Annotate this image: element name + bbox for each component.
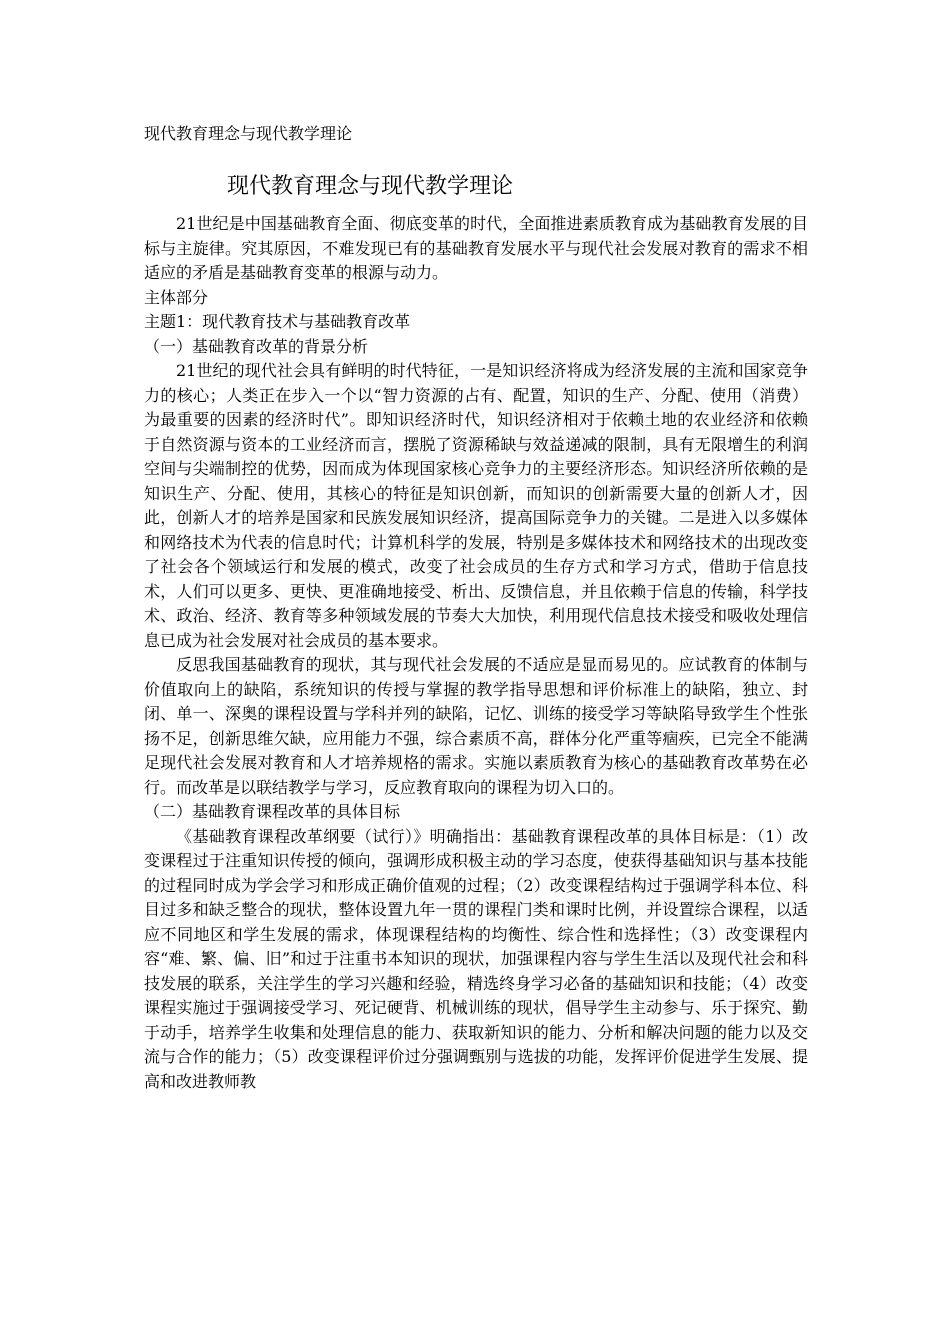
topic-heading-1: 主题1：现代教育技术与基础教育改革: [144, 312, 411, 331]
document-body: [144, 212, 808, 1094]
subheading-background: （一）基础教育改革的背景分析: [144, 336, 369, 356]
document-title: 现代教育理念与现代教学理论: [227, 174, 514, 199]
paragraph-goals: 《基础教育课程改革纲要（试行）》明确指出：基础教育课程改革的具体目标是：（1）改变课程过于注重知识传授的倾向，强调形成积极主动的学习态度，使获得基础知识与基本技能的过程同时成为学会学习和形成正确价值观的过程；（2）改变课程结构过于强调学科本位、科目过多和缺乏整合的现状，整体设置九年一贯的课程门类和课时比例，并设置综合课程，以适应不同地区和学生发展的需求，体现课程结构的均衡性、综合性和选择性；（3）改变课程内容“难、繁、偏、旧”和过于注重书本知识的现状，加强课程内容与学生生活以及现代社会和科技发展的联系，关注学生的学习兴趣和经验，精选终身学习必备的基础知识和技能；（4）改变课程实施过于强调接受学习、死记硬背、机械训练的现状，倡导学生主动参与、乐于探究、勤于动手，培养学生收集和处理信息的能力、获取新知识的能力、分析和解决问题的能力以及交流与合作的能力；（5）改变课程评价过分强调甄别与选拔的功能，发挥评价促进学生发展、提高和改进教师教: [144, 826, 808, 1091]
intro-paragraph: 21世纪是中国基础教育全面、彻底变革的时代，全面推进素质教育成为基础教育发展的目标与主旋律。究其原因，不难发现已有的基础教育发展水平与现代社会发展对教育的需求不相适应的矛盾是基础教育变革的根源与动力。: [144, 214, 808, 282]
running-header: 现代教育理念与现代教学理论: [144, 124, 353, 143]
paragraph-reflection: 反思我国基础教育的现状，其与现代社会发展的不适应是显而易见的。应试教育的体制与价值取向上的缺陷，系统知识的传授与掌握的教学指导思想和评价标准上的缺陷，独立、封闭、单一、深奥的课程设置与学科并列的缺陷，记忆、训练的接受学习等缺陷导致学生个性张扬不足，创新思维欠缺，应用能力不强，综合素质不高，群体分化严重等痼疾，已完全不能满足现代社会发展对教育和人才培养规格的需求。实施以素质教育为核心的基础教育改革势在必行。而改革是以联结教学与学习，反应教育取向的课程为切入口的。: [144, 655, 808, 797]
subheading-goals: （二）基础教育课程改革的具体目标: [144, 802, 401, 821]
paragraph-background: 21世纪的现代社会具有鲜明的时代特征，一是知识经济将成为经济发展的主流和国家竞争力的核心；人类正在步入一个以“智力资源的占有、配置，知识的生产、分配、使用（消费）为最重要的因素的经济时代”。即知识经济时代，知识经济相对于依赖土地的农业经济和依赖于自然资源与资本的工业经济而言，摆脱了资源稀缺与效益递减的限制，具有无限增生的利润空间与尖端制控的优势，因而成为体现国家核心竞争力的主要经济形态。知识经济所依赖的是知识生产、分配、使用，其核心的特征是知识创新，而知识的创新需要大量的创新人才，因此，创新人才的培养是国家和民族发展知识经济，提高国际竞争力的关键。二是进入以多媒体和网络技术为代表的信息时代；计算机科学的发展，特别是多媒体技术和网络技术的出现改变了社会各个领域运行和发展的模式，改变了社会成员的生存方式和学习方式，借助于信息技术，人们可以更多、更快、更准确地接受、析出、反馈信息，并且依赖于信息的传输，科学技术、政治、经济、教育等多种领域发展的节奏大大加快，利用现代信息技术接受和吸收处理信息已成为社会发展对社会成员的基本要求。: [144, 361, 808, 650]
section-heading-main: 主体部分: [144, 287, 209, 307]
